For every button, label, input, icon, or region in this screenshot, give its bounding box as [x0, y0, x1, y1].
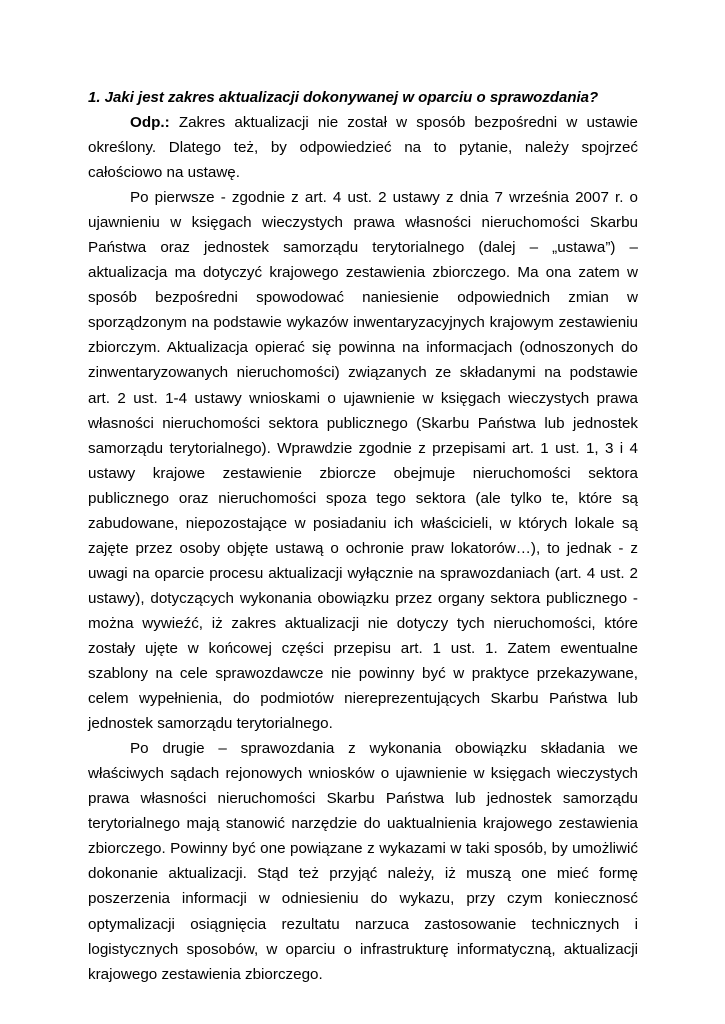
question-heading: 1. Jaki jest zakres aktualizacji dokonywanej w oparciu o sprawozdania? — [88, 89, 599, 106]
body-paragraph-1: Po pierwsze - zgodnie z art. 4 ust. 2 ustawy z dnia 7 września 2007 r. o ujawnieniu w księgach wieczystych prawa własności nieruchomości Skarbu Państwa oraz jednostek samorządu terytorialnego (dalej – „ustawa”) – aktualizacja ma dotyczyć krajowego zestawienia zbiorczego. Ma ona zatem w sposób bezpośredni spowodować naniesienie odpowiednich zmian w sporządzonym na podstawie wykazów inwentaryzacyjnych krajowym zestawieniu zbiorczym. Aktualizacja opierać się powinna na informacjach (odnoszonych do zinwentaryzowanych nieruchomości) związanych ze składanymi na podstawie art. 2 ust. 1-4 ustawy wnioskami o ujawnienie w księgach wieczystych prawa własności nieruchomości sektora publicznego (Skarbu Państwa lub jednostek samorządu terytorialnego). Wprawdzie zgodnie z przepisami art. 1 ust. 1, 3 i 4 ustawy krajowe zestawienie zbiorcze obejmuje nieruchomości sektora publicznego oraz nieruchomości spoza tego sektora (ale tylko te, które są zabudowane, niepozostające w posiadaniu ich właścicieli, w których lokale są zajęte przez osoby objęte ustawą o ochronie praw lokatorów…), to jednak - z uwagi na oparcie procesu aktualizacji wyłącznie na sprawozdaniach (art. 4 ust. 2 ustawy), dotyczących wykonania obowiązku przez organy sektora publicznego - można wywieźć, iż zakres aktualizacji nie dotyczy tych nieruchomości, które zostały ujęte w końcowej części przepisu art. 1 ust. 1. Zatem ewentualne szablony na cele sprawozdawcze nie powinny być w praktyce przekazywane, celem wypełnienia, do podmiotów niereprezentujących Skarbu Państwa lub jednostek samorządu terytorialnego. — [88, 189, 638, 733]
answer-paragraph — [88, 110, 638, 185]
answer-label: Odp.: — [130, 114, 170, 131]
document-page — [88, 85, 638, 987]
answer-intro-text: Zakres aktualizacji nie został w sposób bezpośredni w ustawie określony. Dlatego też, by odpowiedzieć na to pytanie, należy spojrzeć całościowo na ustawę. — [88, 114, 638, 182]
body-paragraph-2: Po drugie – sprawozdania z wykonania obowiązku składania we właściwych sądach rejonowych wniosków o ujawnienie w księgach wieczystych prawa własności nieruchomości Skarbu Państwa lub jednostek samorządu terytorialnego mają stanowić narzędzie do uaktualnienia krajowego zestawienia zbiorczego. Powinny być one powiązane z wykazami w taki sposób, by umożliwić dokonanie aktualizacji. Stąd też przyjąć należy, iż muszą one mieć formę poszerzenia informacji w odniesieniu do wykazu, przy czym koniecznosć optymalizacji osiągnięcia rezultatu narzuca zastosowanie technicznych i logistycznych sposobów, w oparciu o infrastrukturę informatyczną, aktualizacji krajowego zestawienia zbiorczego. — [88, 740, 638, 983]
